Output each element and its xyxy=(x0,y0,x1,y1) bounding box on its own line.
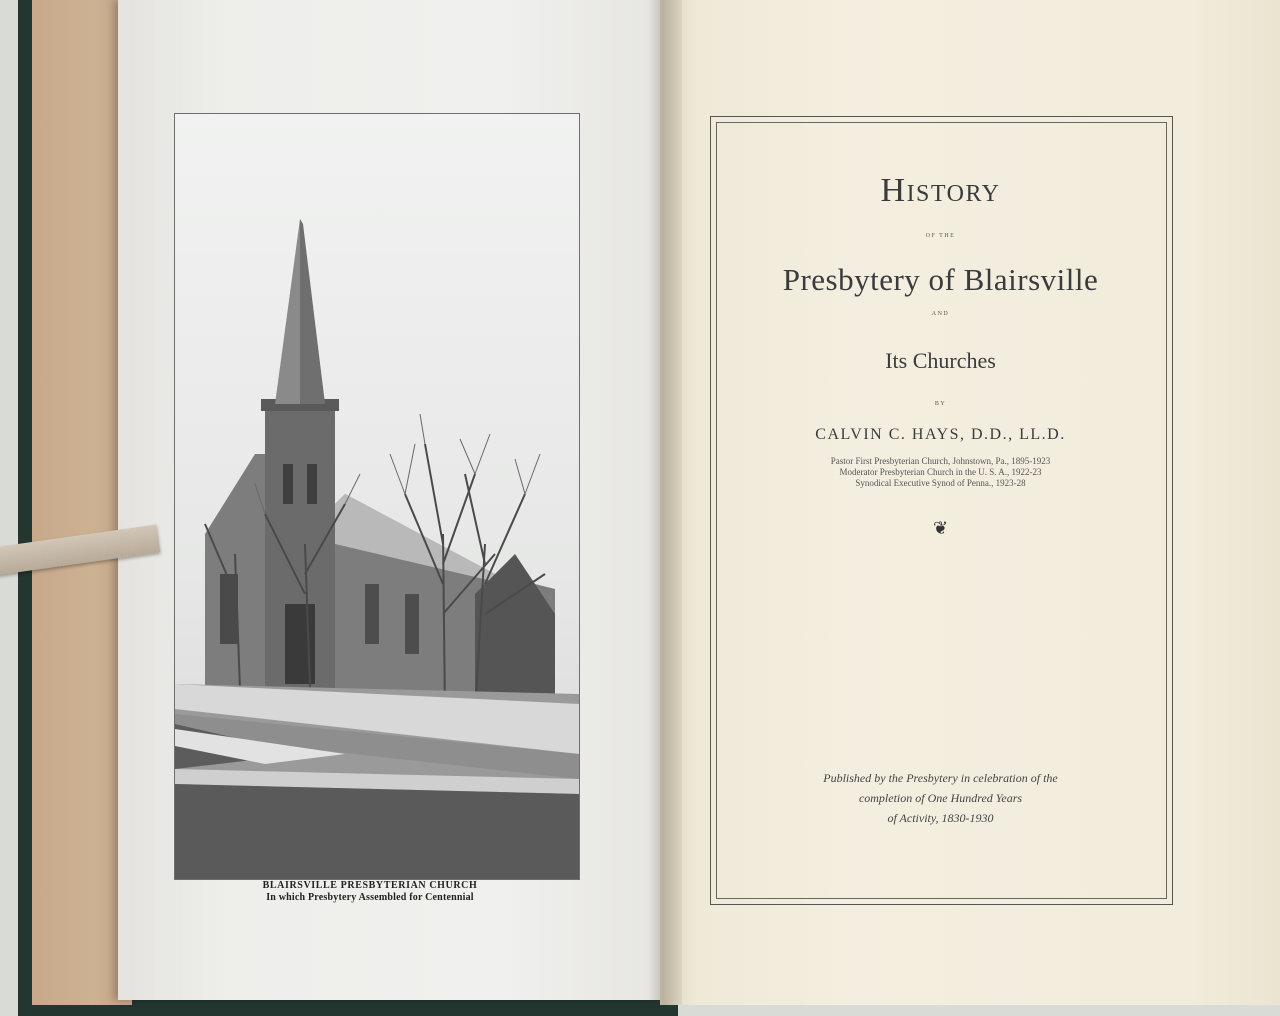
title-history: History xyxy=(880,172,1001,209)
church-photograph xyxy=(174,113,580,880)
caption-subtitle: In which Presbytery Assembled for Centennial xyxy=(266,892,474,903)
title-by: BY xyxy=(934,401,947,407)
publication-note xyxy=(716,768,1165,828)
author-name: CALVIN C. HAYS, D.D., LL.D. xyxy=(815,426,1066,443)
photo-caption xyxy=(200,880,540,903)
credit-line: Moderator Presbyterian Church in the U. S. A., 1922-23 xyxy=(839,467,1042,477)
title-of-the: OF THE xyxy=(925,233,956,239)
publication-line: completion of One Hundred Years xyxy=(858,791,1023,805)
caption-title: BLAIRSVILLE PRESBYTERIAN CHURCH xyxy=(262,880,478,891)
title-churches: Its Churches xyxy=(885,348,996,373)
credit-line: Synodical Executive Synod of Penna., 1923-28 xyxy=(855,478,1026,488)
gutter-shadow xyxy=(648,0,682,1005)
title-and: AND xyxy=(931,311,950,317)
publication-line: Published by the Presbytery in celebration of the xyxy=(823,771,1058,785)
publication-line: of Activity, 1830-1930 xyxy=(887,811,994,825)
author-credits xyxy=(716,456,1165,489)
endpaper xyxy=(32,0,132,1005)
credit-line: Pastor First Presbyterian Church, Johnstown, Pa., 1895-1923 xyxy=(830,456,1051,466)
title-presbytery: Presbytery of Blairsville xyxy=(782,262,1099,297)
fleuron-icon: ❦ xyxy=(932,518,949,538)
